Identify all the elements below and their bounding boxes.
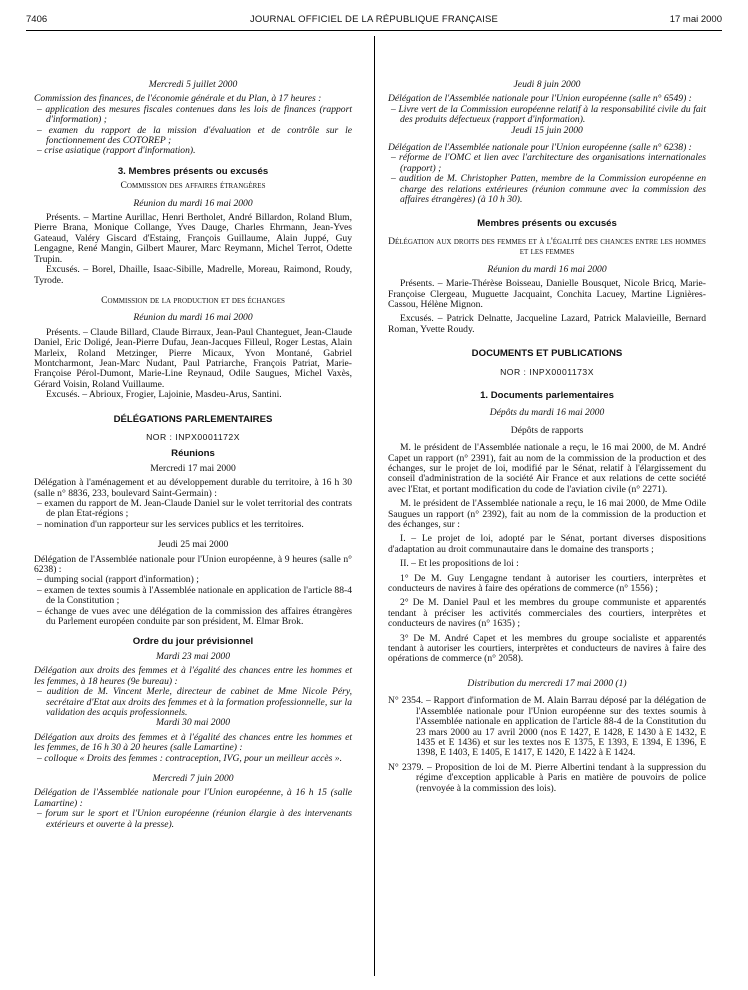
- text-block: Délégation de l'Assemblée nationale pour l'Union européenne, à 16 h 15 (salle Lamartine) :: [34, 787, 352, 809]
- text-block: Commission des finances, de l'économie générale et du Plan, à 17 heures :: [34, 93, 322, 105]
- page-number: 7406: [26, 14, 48, 25]
- text-block: Distribution du mercredi 17 mai 2000 (1): [467, 677, 627, 689]
- text-block: – audition de M. Vincent Merle, directeur de cabinet de Mme Nicole Péry, secrétaire d'Etat aux droits des femmes et à la formation professionnelle, sur la validation des acquis professionnels.: [37, 686, 352, 718]
- text-block: Mercredi 7 juin 2000: [152, 772, 234, 784]
- text-block: Mercredi 5 juillet 2000: [148, 79, 238, 90]
- text-block: Réunion du mardi 16 mai 2000: [487, 263, 607, 275]
- text-block: 3° De M. André Capet et les membres du groupe socialiste et apparentés tendant à autoriser les courtiers, interprètes et conducteurs de navires à faire des opérations de commerce (n° 2058).: [388, 632, 706, 665]
- text-block: N° 2354. – Rapport d'information de M. Alain Barrau déposé par la délégation de l'Assemblée nationale pour l'Union européenne sur des textes soumis à l'Assemblée nationale en application de l'article 88-4 de la Constitution du 23 mars 2000 au 17 avril 2000 (nos E 1427, E 1428, E 1430 à E 1432, E 1435 et E 1436) et sur les textes nos E 1375, E 1393, E 1394, E 1396, E 1398, E 1403, E 1405, E 1417, E 1420, E 1422 à E 1424.: [388, 695, 706, 759]
- text-block: – examen du rapport de M. Jean-Claude Daniel sur le volet territorial des contrats de plan Etat-régions ;: [37, 498, 352, 520]
- text-block: – colloque « Droits des femmes : contraception, IVG, pour un meilleur accès ».: [37, 752, 342, 764]
- text-block: Excusés. – Abrioux, Frogier, Lajoinie, Masdeu-Arus, Santini.: [46, 389, 282, 401]
- text-block: 1. Documents parlementaires: [480, 389, 614, 401]
- text-block: Mercredi 17 mai 2000: [150, 462, 236, 474]
- page-header: [26, 14, 722, 28]
- right-column: [388, 80, 706, 794]
- text-block: 3. Membres présents ou excusés: [117, 165, 269, 177]
- text-block: NOR : INPX0001172X: [146, 431, 240, 442]
- text-block: Mardi 30 mai 2000: [156, 717, 230, 729]
- text-block: DÉLÉGATIONS PARLEMENTAIRES: [113, 413, 273, 425]
- header-rule: [26, 30, 722, 31]
- text-block: Délégation de l'Assemblée nationale pour l'Union européenne, à 9 heures (salle n° 6238) :: [34, 553, 352, 576]
- text-block: Commission de la production et des échanges: [101, 294, 285, 306]
- text-block: Dépôts de rapports: [510, 424, 584, 436]
- text-block: – dumping social (rapport d'information) ;: [37, 574, 199, 586]
- text-block: 2° De M. Daniel Paul et les membres du groupe communiste et apparentés tendant à préciser les activités commerciales des courtiers, interprètes et conducteurs de navires (n° 1635) ;: [388, 597, 706, 630]
- text-block: Délégation aux droits des femmes et à l'égalité des chances entre les hommes et les femmes: [388, 235, 706, 258]
- text-block: Délégation aux droits des femmes et à l'égalité des chances entre les hommes et les femmes, de 16 h 30 à 20 heures (salle Lamartine) :: [34, 731, 352, 754]
- text-block: M. le président de l'Assemblée nationale a reçu, le 16 mai 2000, de M. André Capet un rapport (n° 2391), fait au nom de la commission de la production et des échanges, sur le projet de loi, modifié par le Sénat, relatif à l'élargissement du conseil d'administration de la société Air France et aux relations de cette société avec l'Etat, et portant modification du code de l'aviation civile (n° 2271).: [388, 442, 706, 495]
- text-block: Réunions: [171, 448, 215, 460]
- text-block: Réunion du mardi 16 mai 2000: [133, 312, 253, 324]
- text-block: – audition de M. Christopher Patten, membre de la Commission européenne en charge des relations extérieures (réunion commune avec la commission des affaires étrangères) (à 10 h 30).: [391, 173, 706, 206]
- text-block: – forum sur le sport et l'Union européenne (réunion élargie à des intervenants extérieurs et ouverte à la presse).: [37, 808, 352, 830]
- text-block: – examen de textes soumis à l'Assemblée nationale en application de l'article 88-4 de la Constitution ;: [37, 584, 352, 607]
- text-block: – réforme de l'OMC et lien avec l'architecture des organisations internationales (rapport) ;: [391, 152, 706, 174]
- text-block: 1° De M. Guy Lengagne tendant à autoriser les courtiers, interprètes et conducteurs de navires à faire des opérations de commerce (n° 1556) ;: [388, 572, 706, 595]
- text-block: N° 2379. – Proposition de loi de M. Pierre Albertini tendant à la suppression du régime d'exception applicable à Paris en matière de pouvoirs de police (renvoyée à la commission des lois).: [388, 761, 706, 794]
- column-divider: [374, 36, 375, 976]
- text-block: – Livre vert de la Commission européenne relatif à la responsabilité civile du fait des produits défectueux (rapport d'information).: [391, 103, 706, 126]
- text-block: Présents. – Martine Aurillac, Henri Bertholet, André Billardon, Roland Blum, Pierre Brana, Monique Collange, Yves Dauge, Charles Ehrmann, Jean-Yves Gateaud, Valéry Giscard d'Estaing, François Guillaume, Alain Juppé, Guy Lengagne, René Mangin, Gilbert Maurer, Marc Reymann, Michel Terrot, Odette Trupin.: [34, 212, 352, 265]
- text-block: Jeudi 8 juin 2000: [513, 79, 581, 90]
- text-block: DOCUMENTS ET PUBLICATIONS: [471, 348, 623, 360]
- text-block: I. – Le projet de loi, adopté par le Sénat, portant diverses dispositions d'adaptation au droit communautaire dans le domaine des transports ;: [388, 533, 706, 555]
- text-block: Délégation aux droits des femmes et à l'égalité des chances entre les hommes et les femmes, à 18 heures (9e bureau) :: [34, 665, 352, 687]
- text-block: – application des mesures fiscales contenues dans les lois de finances (rapport d'information) ;: [37, 103, 352, 126]
- text-block: Dépôts du mardi 16 mai 2000: [489, 407, 605, 419]
- left-column: [34, 80, 352, 830]
- text-block: Réunion du mardi 16 mai 2000: [133, 197, 253, 209]
- text-block: Excusés. – Patrick Delnatte, Jacqueline Lazard, Patrick Malavieille, Bernard Roman, Yvette Roudy.: [388, 313, 706, 335]
- text-block: NOR : INPX0001173X: [500, 366, 594, 377]
- text-block: II. – Et les propositions de loi :: [400, 558, 519, 570]
- text-block: Délégation de l'Assemblée nationale pour l'Union européenne (salle n° 6238) :: [388, 142, 692, 154]
- text-block: Présents. – Claude Billard, Claude Birraux, Jean-Paul Chanteguet, Jean-Claude Daniel, Eric Doligé, Jean-Pierre Dufau, Jean-Jacques Filleul, Roger Lestas, Alain Marleix, Roland Metzinger, Pierre Micaux, Yvon Montané, Gabriel Montcharmont, Jean-Marc Nudant, Paul Patriarche, François Patriat, Marie-Françoise Pérol-Dumont, Marie-Line Reynaud, Odile Saugues, Michel Vaxès, Gérard Voisin, Roland Vuillaume.: [34, 326, 352, 390]
- journal-title: JOURNAL OFFICIEL DE LA RÉPUBLIQUE FRANÇAISE: [249, 14, 499, 25]
- text-block: Excusés. – Borel, Dhaille, Isaac-Sibille, Madrelle, Moreau, Raimond, Roudy, Tyrode.: [34, 264, 352, 286]
- text-block: Délégation de l'Assemblée nationale pour l'Union européenne (salle n° 6549) :: [388, 93, 692, 105]
- text-block: – crise asiatique (rapport d'information).: [37, 145, 196, 157]
- text-block: M. le président de l'Assemblée nationale a reçu, le 16 mai 2000, de Mme Odile Saugues un rapport (n° 2392), fait au nom de la commission de la production et des échanges, sur :: [388, 498, 706, 530]
- text-block: Membres présents ou excusés: [477, 218, 617, 230]
- text-block: Jeudi 15 juin 2000: [511, 124, 583, 136]
- text-block: Commission des affaires étrangères: [120, 180, 266, 192]
- text-block: Présents. – Marie-Thérèse Boisseau, Danielle Bousquet, Nicole Bricq, Marie-Françoise Clergeau, Muguette Jacquaint, Conchita Lacuey, Martine Lignières-Cassou, Hélène Mignon.: [388, 278, 706, 310]
- text-block: Jeudi 25 mai 2000: [157, 539, 229, 551]
- issue-date: 17 mai 2000: [669, 14, 722, 25]
- text-block: – examen du rapport de la mission d'évaluation et de contrôle sur le fonctionnement des COTOREP ;: [37, 124, 352, 147]
- text-block: – nomination d'un rapporteur sur les services publics et les territoires.: [37, 518, 304, 530]
- text-block: Ordre du jour prévisionnel: [132, 636, 254, 648]
- text-block: Mardi 23 mai 2000: [156, 650, 230, 662]
- text-block: Délégation à l'aménagement et au développement durable du territoire, à 16 h 30 (salle n° 8836, 233, boulevard Saint-Germain) :: [34, 477, 352, 499]
- text-block: – échange de vues avec une délégation de la commission des affaires étrangères du Parlement européen conduite par son président, M. Elmar Brok.: [37, 605, 352, 628]
